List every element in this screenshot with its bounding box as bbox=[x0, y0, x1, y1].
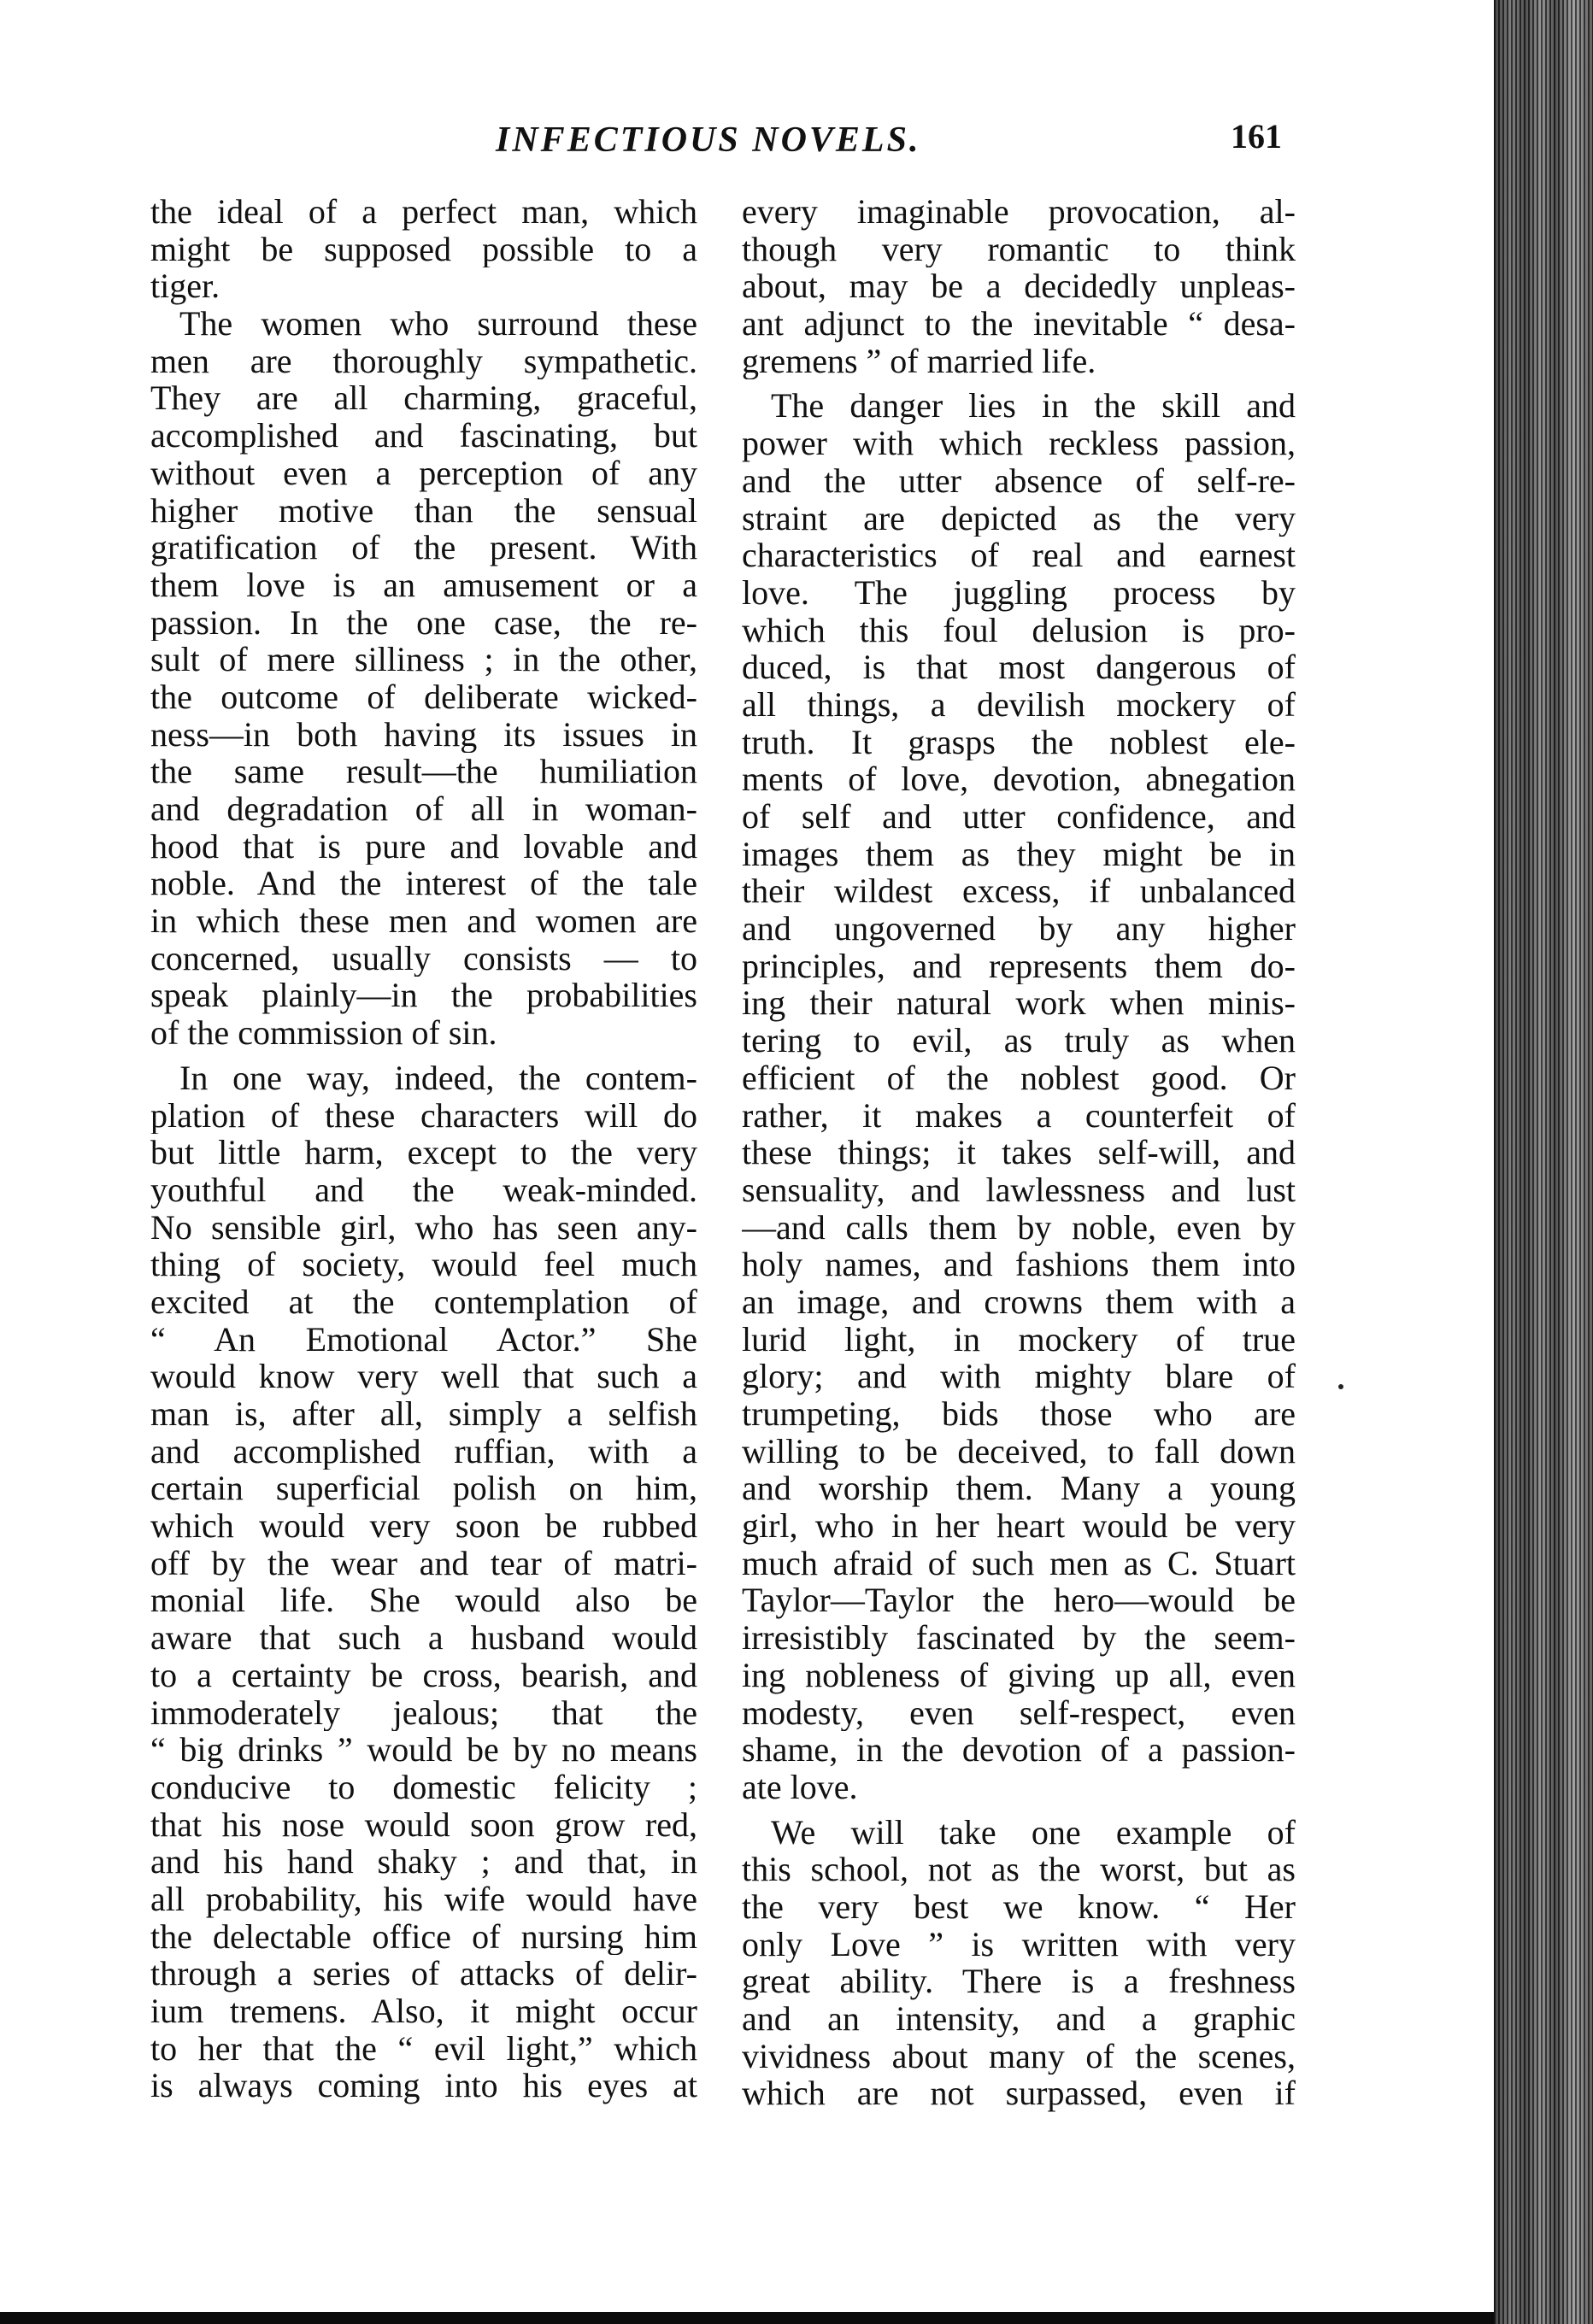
text-line: certain superficial polish on him, bbox=[150, 1470, 697, 1508]
text-line: the delectable office of nursing him bbox=[150, 1917, 697, 1956]
text-line: and worship them. Many a young bbox=[742, 1470, 1296, 1508]
text-line: We will take one example of bbox=[771, 1813, 1296, 1852]
text-line: men are thoroughly sympathetic. bbox=[150, 342, 697, 380]
text-line: which this foul delusion is pro- bbox=[742, 611, 1296, 649]
text-line: power with which reckless passion, bbox=[742, 425, 1296, 462]
text-line: every imaginable provocation, al- bbox=[742, 193, 1296, 231]
text-line: higher motive than the sensual bbox=[150, 491, 697, 530]
text-line: only Love ” is written with very bbox=[742, 1925, 1296, 1963]
text-line: this school, not as the worst, but as bbox=[742, 1851, 1296, 1888]
ink-speck bbox=[1338, 1384, 1343, 1389]
text-line: about, may be a decidedly unpleas- bbox=[742, 267, 1296, 306]
text-line: modesty, even self-respect, even bbox=[742, 1693, 1296, 1732]
text-line: passion. In the one case, the re- bbox=[150, 603, 697, 642]
text-line: noble. And the interest of the tale bbox=[150, 865, 697, 903]
text-line: ness—in both having its issues in bbox=[150, 715, 697, 754]
text-line: would know very well that such a bbox=[150, 1358, 697, 1395]
text-line: gremens ” of married life. bbox=[742, 342, 1096, 380]
text-line: vividness about many of the scenes, bbox=[742, 2037, 1296, 2075]
text-line: and accomplished ruffian, with a bbox=[150, 1432, 697, 1470]
text-line: without even a perception of any bbox=[150, 454, 697, 492]
text-line: ant adjunct to the inevitable “ desa- bbox=[742, 305, 1296, 343]
text-line: Taylor—Taylor the hero—would be bbox=[742, 1582, 1296, 1620]
text-line: concerned, usually consists — to bbox=[150, 939, 697, 977]
text-line: irresistibly fascinated by the seem- bbox=[742, 1619, 1296, 1657]
text-line: excited at the contemplation of bbox=[150, 1282, 697, 1321]
text-line: an image, and crowns them with a bbox=[742, 1282, 1296, 1321]
right-text-column bbox=[742, 193, 1296, 2112]
text-line: their wildest excess, if unbalanced bbox=[742, 872, 1296, 911]
text-line: characteristics of real and earnest bbox=[742, 537, 1296, 574]
text-line: through a series of attacks of delir- bbox=[150, 1955, 697, 1992]
text-line: thing of society, would feel much bbox=[150, 1246, 697, 1283]
text-line: to her that the “ evil light,” which bbox=[150, 2029, 697, 2068]
text-line: plation of these characters will do bbox=[150, 1096, 697, 1135]
text-line: The women who surround these bbox=[179, 305, 697, 343]
text-line: monial life. She would also be bbox=[150, 1582, 697, 1620]
text-line: straint are depicted as the very bbox=[742, 499, 1296, 537]
text-line: youthful and the weak-minded. bbox=[150, 1171, 697, 1209]
text-line: trumpeting, bids those who are bbox=[742, 1395, 1296, 1433]
text-line: principles, and represents them do- bbox=[742, 947, 1296, 985]
text-line: conducive to domestic felicity ; bbox=[150, 1768, 697, 1806]
text-line: gratification of the present. With bbox=[150, 529, 697, 566]
text-line: of the commission of sin. bbox=[150, 1014, 497, 1052]
text-line: speak plainly—in the probabilities bbox=[150, 977, 697, 1015]
text-line: —and calls them by noble, even by bbox=[742, 1208, 1296, 1247]
text-line: “ An Emotional Actor.” She bbox=[150, 1320, 697, 1359]
text-line: willing to be deceived, to fall down bbox=[742, 1432, 1296, 1470]
text-line: great ability. There is a freshness bbox=[742, 1963, 1296, 2000]
text-line: love. The juggling process by bbox=[742, 573, 1296, 612]
text-line: and degradation of all in woman- bbox=[150, 790, 697, 828]
text-line: They are all charming, graceful, bbox=[150, 379, 697, 418]
left-text-column bbox=[150, 193, 697, 2104]
text-line: rather, it makes a counterfeit of bbox=[742, 1096, 1296, 1135]
text-line: glory; and with mighty blare of bbox=[742, 1358, 1296, 1395]
text-line: In one way, indeed, the contem- bbox=[179, 1059, 697, 1097]
text-line: all probability, his wife would have bbox=[150, 1880, 697, 1918]
scan-bottom-border bbox=[0, 2312, 1494, 2324]
text-line: hood that is pure and lovable and bbox=[150, 827, 697, 866]
text-line: accomplished and fascinating, but bbox=[150, 417, 697, 455]
paragraph-gap bbox=[742, 379, 1296, 387]
text-line: sensuality, and lawlessness and lust bbox=[742, 1171, 1296, 1209]
text-line: duced, is that most dangerous of bbox=[742, 648, 1296, 686]
text-line: might be supposed possible to a bbox=[150, 230, 697, 268]
text-line: tiger. bbox=[150, 267, 220, 306]
text-line: tering to evil, as truly as when bbox=[742, 1022, 1296, 1059]
text-line: ing nobleness of giving up all, even bbox=[742, 1656, 1296, 1694]
text-line: The danger lies in the skill and bbox=[771, 387, 1296, 425]
text-line: to a certainty be cross, bearish, and bbox=[150, 1656, 697, 1694]
text-line: all things, a devilish mockery of bbox=[742, 685, 1296, 724]
text-line: ments of love, devotion, abnegation bbox=[742, 760, 1296, 798]
text-line: ium tremens. Also, it might occur bbox=[150, 1992, 697, 2030]
text-line: efficient of the noblest good. Or bbox=[742, 1059, 1296, 1097]
text-line: aware that such a husband would bbox=[150, 1619, 697, 1657]
paragraph-gap bbox=[150, 1052, 697, 1059]
text-line: in which these men and women are bbox=[150, 902, 697, 940]
text-line: that his nose would soon grow red, bbox=[150, 1805, 697, 1844]
book-fore-edge-lines bbox=[1494, 0, 1593, 2324]
text-line: which are not surpassed, even if bbox=[742, 2075, 1296, 2113]
text-line: sult of mere silliness ; in the other, bbox=[150, 641, 697, 678]
text-line: shame, in the devotion of a passion- bbox=[742, 1731, 1296, 1769]
text-line: and the utter absence of self-re- bbox=[742, 461, 1296, 500]
text-line: but little harm, except to the very bbox=[150, 1134, 697, 1171]
text-line: immoderately jealous; that the bbox=[150, 1693, 697, 1732]
text-line: much afraid of such men as C. Stuart bbox=[742, 1544, 1296, 1582]
text-line: the same result—the humiliation bbox=[150, 753, 697, 790]
text-line: ate love. bbox=[742, 1768, 858, 1806]
text-line: holy names, and fashions them into bbox=[742, 1246, 1296, 1283]
text-line: “ big drinks ” would be by no means bbox=[150, 1731, 697, 1769]
text-line: is always coming into his eyes at bbox=[150, 2067, 697, 2105]
text-line: No sensible girl, who has seen any- bbox=[150, 1208, 697, 1247]
paragraph-gap bbox=[742, 1806, 1296, 1814]
text-line: though very romantic to think bbox=[742, 230, 1296, 268]
text-line: the outcome of deliberate wicked- bbox=[150, 678, 697, 716]
page-number: 161 bbox=[1231, 117, 1282, 156]
text-line: images them as they might be in bbox=[742, 835, 1296, 873]
running-header-title: INFECTIOUS NOVELS. bbox=[496, 120, 921, 160]
text-line: and an intensity, and a graphic bbox=[742, 2000, 1296, 2038]
text-line: truth. It grasps the noblest ele- bbox=[742, 723, 1296, 761]
text-line: them love is an amusement or a bbox=[150, 566, 697, 604]
text-line: ing their natural work when minis- bbox=[742, 984, 1296, 1023]
text-line: lurid light, in mockery of true bbox=[742, 1320, 1296, 1359]
text-line: of self and utter confidence, and bbox=[742, 798, 1296, 836]
text-line: and ungoverned by any higher bbox=[742, 910, 1296, 948]
text-line: the ideal of a perfect man, which bbox=[150, 193, 697, 231]
text-line: these things; it takes self-will, and bbox=[742, 1134, 1296, 1171]
text-line: the very best we know. “ Her bbox=[742, 1887, 1296, 1926]
text-line: man is, after all, simply a selfish bbox=[150, 1395, 697, 1433]
text-line: and his hand shaky ; and that, in bbox=[150, 1843, 697, 1881]
text-line: girl, who in her heart would be very bbox=[742, 1507, 1296, 1545]
text-line: off by the wear and tear of matri- bbox=[150, 1544, 697, 1582]
text-line: which would very soon be rubbed bbox=[150, 1507, 697, 1545]
